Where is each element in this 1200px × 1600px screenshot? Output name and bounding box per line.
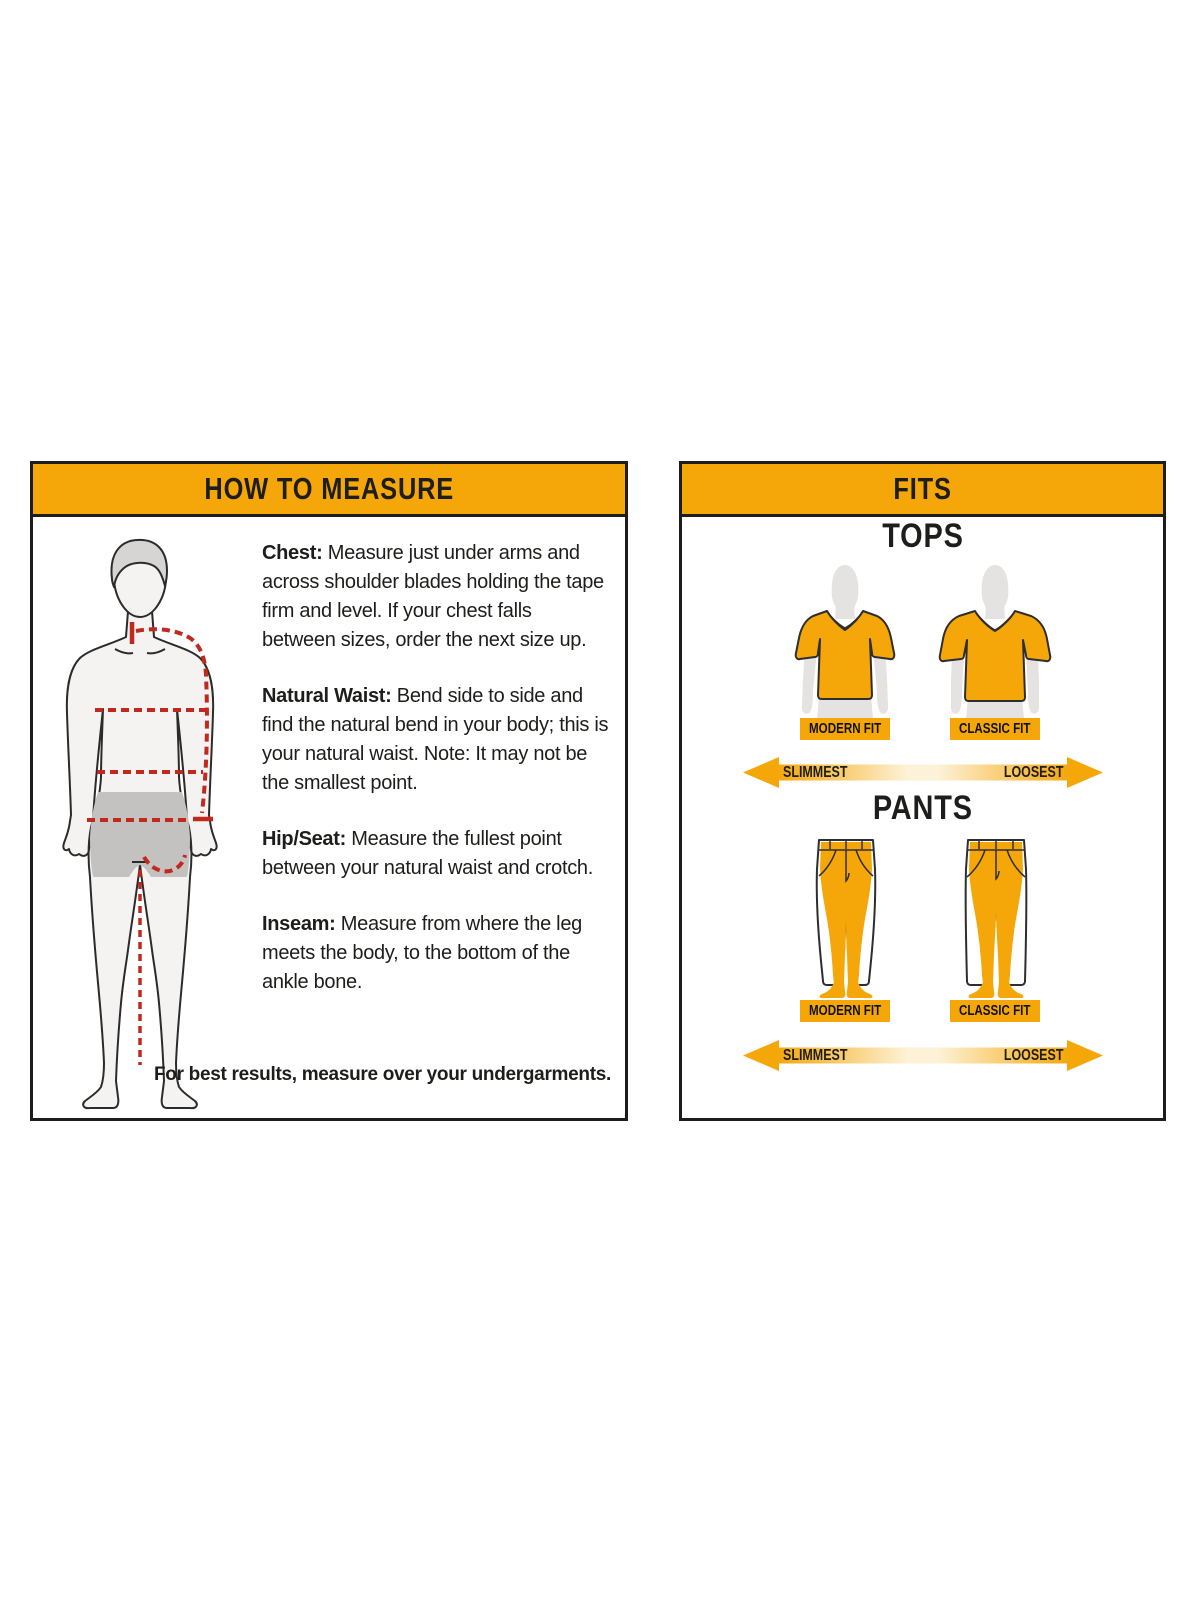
pants-classic-fit-label: CLASSIC FIT [950,1000,1040,1022]
pants-slimmest-label: SLIMMEST [783,1046,848,1064]
fits-body [682,517,1163,1118]
pants-fit-scale-arrow [743,1040,1103,1071]
how-to-measure-panel [30,461,628,1121]
measurement-instructions [262,539,610,1024]
male-body-measurement-figure-icon [57,525,223,1115]
modern-fit-pants-figure-icon [791,835,901,1000]
modern-fit-shirt-figure-icon [780,561,910,721]
tops-slimmest-label: SLIMMEST [783,763,848,781]
measure-footnote: For best results, measure over your undergarments. [154,1064,611,1085]
tops-loosest-label: LOOSEST [1003,763,1063,781]
hip-seat-instruction [262,825,610,883]
body-measurement-figure [57,525,223,1115]
natural-waist-text: Bend side to side and find the natural bend in your body; this is your natural waist. Note: It may not be the smallest point. [262,685,609,794]
inseam-label: Inseam: [262,913,336,935]
fits-title: FITS [893,471,952,506]
pants-modern-fit-label: MODERN FIT [800,1000,890,1022]
fits-panel [679,461,1166,1121]
hip-seat-label: Hip/Seat: [262,828,346,850]
how-to-measure-body [33,517,625,1118]
chest-text: Measure just under arms and across shoulder blades holding the tape firm and level. If your chest falls between sizes, order the next size up. [262,542,604,651]
how-to-measure-header [33,464,625,517]
natural-waist-instruction [262,682,610,798]
tops-classic-fit-label: CLASSIC FIT [950,718,1040,740]
pants-section-title: PANTS [872,789,973,827]
hip-seat-text: Measure the fullest point between your natural waist and crotch. [262,828,594,879]
how-to-measure-title: HOW TO MEASURE [204,471,454,506]
inseam-text: Measure from where the leg meets the body, to the bottom of the ankle bone. [262,913,582,993]
tops-fit-scale-arrow [743,757,1103,788]
pants-loosest-label: LOOSEST [1003,1046,1063,1064]
classic-fit-pants-figure-icon [941,835,1051,1000]
tops-modern-fit-label: MODERN FIT [800,718,890,740]
classic-fit-shirt-figure-icon [930,561,1060,721]
fits-header [682,464,1163,517]
tops-section-title: TOPS [881,517,964,555]
chest-instruction [262,539,610,655]
inseam-instruction [262,910,610,997]
chest-label: Chest: [262,542,323,564]
natural-waist-label: Natural Waist: [262,685,392,707]
